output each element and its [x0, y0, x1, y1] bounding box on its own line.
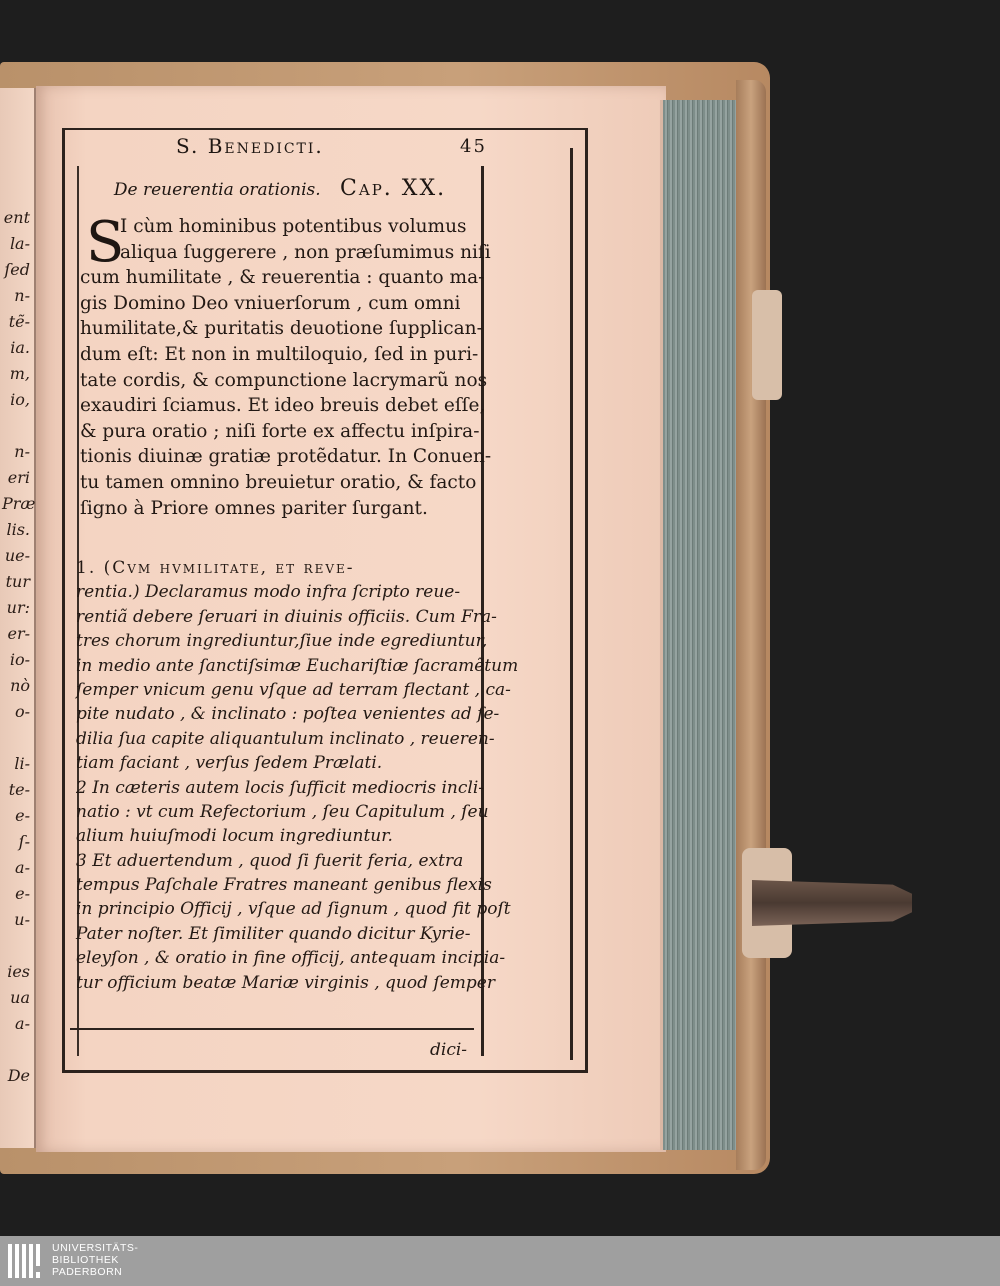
commentary-line: Pater noſter. Et ſimiliter quando dicitur Kyrie-	[76, 923, 471, 944]
left-page-fragment: ies	[7, 962, 30, 981]
left-page-fragment: ur:	[6, 598, 30, 617]
commentary-line: in medio ante ſanctiſsimæ Euchariſtiæ ſacramẽtum	[76, 655, 519, 676]
left-page-fragment: tur	[5, 572, 30, 591]
left-page-fragment: ſ-	[18, 832, 30, 851]
running-head	[80, 132, 490, 162]
rule-text-line: aliqua ſuggerere , non præſumimus niſi	[120, 241, 491, 263]
library-footer-bar	[0, 1236, 1000, 1286]
commentary-line: tempus Paſchale Fratres maneant genibus flexis	[76, 875, 492, 896]
rule-text-line: & pura oratio ; niſi forte ex affectu inſpira-	[80, 420, 480, 442]
commentary-line: rentiã debere ſeruari in diuinis officiis. Cum Fra-	[76, 606, 497, 627]
drop-cap: S	[86, 210, 125, 275]
rule-text-line: dum eſt: Et non in multiloquio, ſed in puri-	[80, 343, 479, 365]
left-page-fragment: ent	[3, 208, 30, 227]
rule-text-line: ſigno à Priore omnes pariter ſurgant.	[80, 497, 428, 519]
left-page-fragment	[2, 1040, 30, 1066]
rule-text-line: humilitate,& puritatis deuotione ſupplican-	[80, 318, 483, 340]
rule-text-line: gis Domino Deo vniuerſorum , cum omni	[80, 292, 461, 314]
left-page-fragment: la-	[9, 234, 30, 253]
commentary-line: 3 Et aduertendum , quod ſi fuerit feria, extra	[76, 850, 464, 871]
left-page-fragment: n-	[14, 442, 30, 461]
commentary-line: alium huiuſmodi locum ingrediuntur.	[76, 826, 393, 847]
catchword: dici-	[430, 1040, 468, 1060]
commentary-line: 2 In cæteris autem locis ſufficit mediocris incli-	[76, 777, 485, 798]
left-page-fragment: o-	[14, 702, 30, 721]
left-page-fragment: ue-	[4, 546, 30, 565]
left-page-fragment: ſed	[4, 260, 30, 279]
commentary-line: tiam faciant , verſus ſedem Prælati.	[76, 753, 383, 774]
page-fore-edge	[660, 100, 743, 1150]
left-page-fragment: e-	[15, 806, 30, 825]
left-page-fragment	[2, 728, 30, 754]
left-page-fragment: lis.	[6, 520, 30, 539]
left-page-fragment: io-	[9, 650, 30, 669]
rule-text-line: tu tamen omnino breuietur oratio, & facto	[80, 471, 477, 493]
left-page-fragment: n-	[14, 286, 30, 305]
left-page-fragment: ua	[10, 988, 30, 1007]
left-page-fragment: a-	[15, 858, 30, 877]
rule-text-line: tate cordis, & compunctione lacrymarũ nos	[80, 369, 488, 391]
rule-text-line: exaudiri ſciamus. Et ideo breuis debet eſſe,	[80, 395, 486, 417]
rule-text-line: cum humilitate , & reuerentia : quanto ma-	[80, 267, 485, 289]
commentary-line: in principio Officij , vſque ad ſignum , quod fit poſt	[76, 899, 511, 920]
library-logo-text	[52, 1242, 138, 1278]
logo-text-line: UNIVERSITÄTS-	[52, 1242, 139, 1254]
left-page-fragment: De	[7, 1066, 30, 1085]
chapter-heading	[80, 176, 480, 210]
left-page-text-fragments	[2, 208, 36, 1158]
left-page-fragment: e-	[15, 884, 30, 903]
rule-text-line: tionis diuinæ gratiæ protẽdatur. In Conuen-	[80, 446, 492, 468]
left-page-fragment: Præ	[2, 494, 36, 513]
frame-rule-right	[570, 148, 573, 1060]
commentary-line: rentia.) Declaramus modo infra ſcripto reue-	[76, 582, 461, 603]
clasp-catch-top	[752, 290, 782, 400]
commentary-line: tres chorum ingrediuntur,ſiue inde egrediuntur,	[76, 631, 488, 652]
left-page-fragment: u-	[14, 910, 30, 929]
left-page-fragment: m,	[9, 364, 30, 383]
left-page-fragment: a-	[15, 1014, 30, 1033]
frame-rule-bottom	[70, 1028, 474, 1030]
commentary-text	[76, 556, 519, 995]
running-head-title: S. Benedicti.	[176, 134, 324, 158]
left-page-fragment: tẽ-	[8, 312, 30, 331]
left-page-fragment: io,	[10, 390, 30, 409]
left-page-fragment	[2, 416, 30, 442]
left-page-fragment: te-	[8, 780, 30, 799]
commentary-line: dilia ſua capite aliquantulum inclinato , reueren-	[76, 728, 495, 749]
left-page-fragment: eri	[7, 468, 30, 487]
commentary-line: ſemper vnicum genu vſque ad terram flectant , ca-	[76, 679, 511, 700]
commentary-line: pite nudato , & inclinato : poſtea venientes ad ſe-	[76, 704, 500, 725]
clasp-metal-strap	[752, 880, 912, 926]
left-page-fragment: nò	[10, 676, 30, 695]
commentary-line: natio : vt cum Refectorium , ſeu Capitulum , ſeu	[76, 801, 489, 822]
left-page-edge	[0, 88, 36, 1148]
rule-text	[80, 210, 492, 521]
rule-text-line: I cùm hominibus potentibus volumus	[120, 216, 467, 237]
book-board-edge	[736, 80, 766, 1170]
commentary-line: tur officium beatæ Mariæ virginis , quod ſemper	[76, 972, 495, 993]
page-number: 45	[460, 136, 487, 157]
chapter-title: De reuerentia orationis.	[113, 180, 321, 200]
commentary-line: 1. (Cvm hvmilitate, et reve-	[76, 558, 355, 578]
logo-text-line: BIBLIOTHEK	[52, 1254, 119, 1266]
commentary-line: eleyſon , & oratio in fine officij, antequam incipia-	[76, 948, 506, 969]
chapter-number: Cap. XX.	[340, 176, 447, 201]
left-page-fragment: li-	[14, 754, 30, 773]
library-logo-icon	[8, 1244, 46, 1278]
logo-text-line: PADERBORN	[52, 1266, 123, 1278]
left-page-fragment: er-	[7, 624, 30, 643]
left-page-fragment	[2, 936, 30, 962]
left-page-fragment: ia.	[10, 338, 30, 357]
